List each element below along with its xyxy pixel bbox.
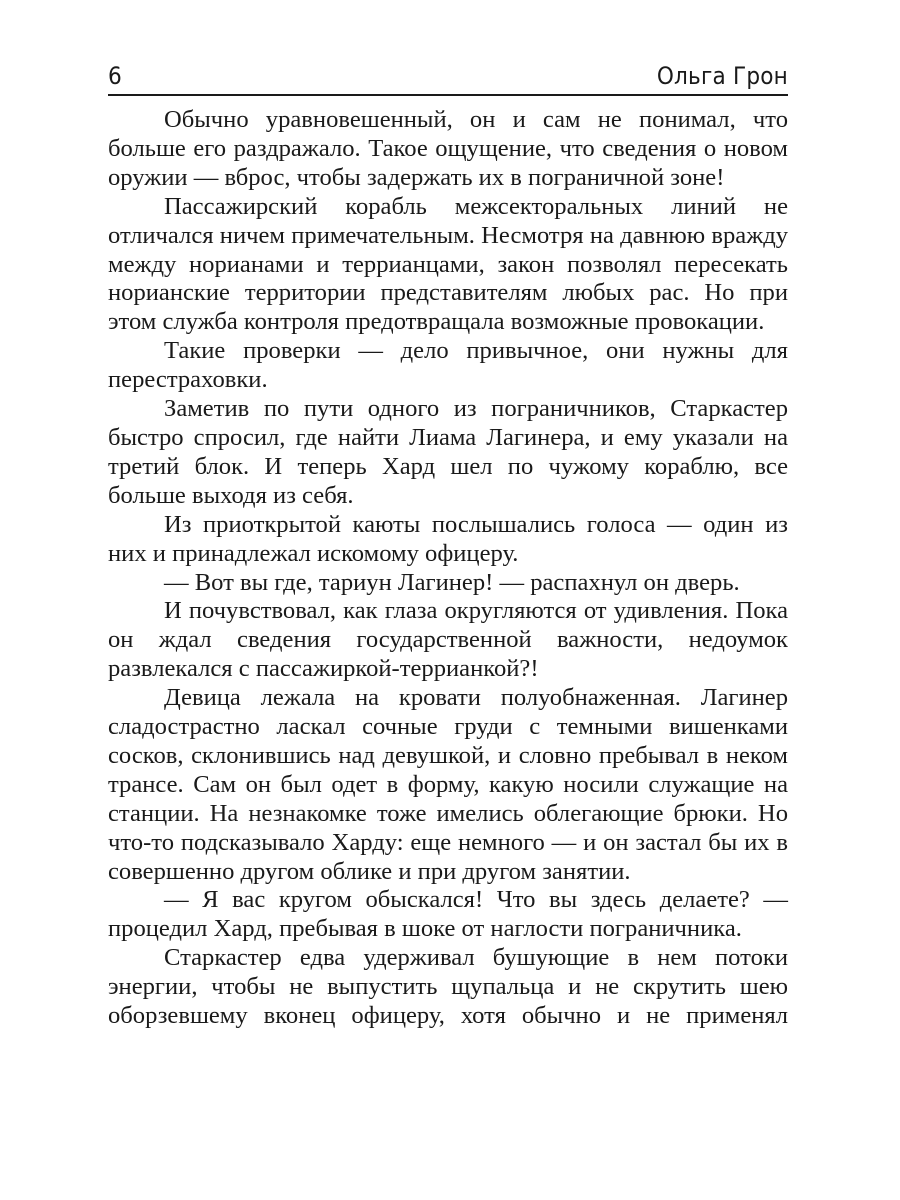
running-header (108, 56, 788, 90)
paragraph: Из приоткрытой каюты послышались голоса — один из них и принадлежал искомому офицеру. (108, 510, 788, 567)
paragraph: — Вот вы где, тариун Лагинер! — распахнул он дверь. (164, 568, 740, 596)
author-name: Ольга Грон (656, 62, 788, 90)
paragraph: Такие проверки — дело привычное, они нужны для перестраховки. (108, 337, 788, 394)
body-text (108, 106, 788, 1031)
paragraph: Обычно уравновешенный, он и сам не понимал, что больше его раздражало. Такое ощущение, что сведения о новом оружии — вброс, чтобы задержать их в пограничной зоне! (108, 106, 788, 191)
paragraph: Заметив по пути одного из пограничников, Старкастер быстро спросил, где найти Лиама Лагинера, и ему указали на третий блок. И теперь Хард шел по чужому кораблю, все больше выходя из себя. (108, 395, 788, 509)
paragraph: — Я вас кругом обыскался! Что вы здесь делаете? — процедил Хард, пребывая в шоке от наглости пограничника. (108, 886, 788, 943)
paragraph: Девица лежала на кровати полуобнаженная. Лагинер сладострастно ласкал сочные груди с темными вишенками сосков, склонившись над девушкой, и словно пребывал в неком трансе. Сам он был одет в форму, какую носили служащие на станции. На незнакомке тоже имелись облегающие брюки. Но что-то подсказывало Харду: еще немного — и он застал бы их в совершенно другом облике и при другом занятии. (108, 684, 788, 885)
book-page (108, 56, 788, 1031)
paragraph: Старкастер едва удерживал бушующие в нем потоки энергии, чтобы не выпустить щупальца и не скрутить шею оборзевшему вконец офицеру, хотя обычно и не применял (108, 944, 788, 1030)
paragraph: Пассажирский корабль межсекторальных линий не отличался ничем примечательным. Несмотря на давнюю вражду между норианами и террианцами, закон позволял пересекать норианские территории представителям любых рас. Но при этом служба контроля предотвращала возможные провокации. (108, 192, 788, 336)
paragraph: И почувствовал, как глаза округляются от удивления. Пока он ждал сведения государственной важности, недоумок развлекался с пассажиркой-террианкой?! (108, 597, 788, 683)
header-rule (108, 94, 788, 96)
page-number: 6 (108, 62, 122, 90)
